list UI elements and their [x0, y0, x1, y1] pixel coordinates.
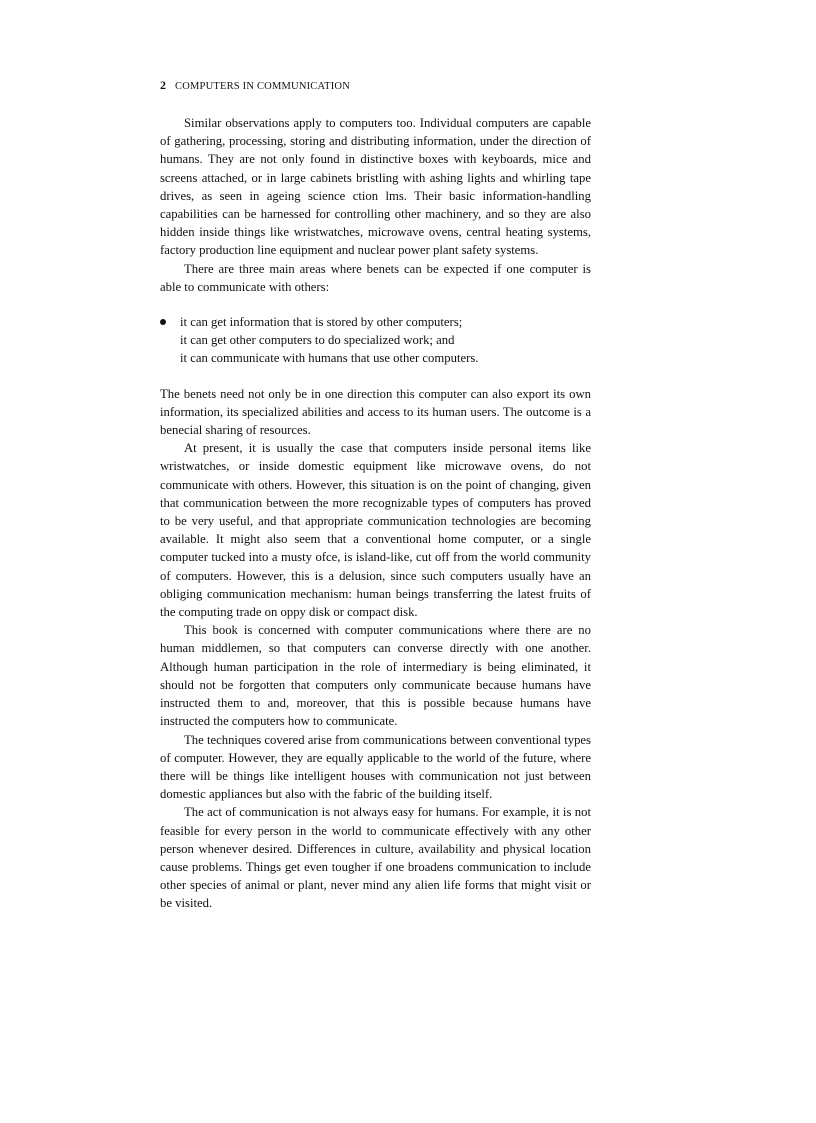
paragraph: The act of communication is not always easy for humans. For example, it is not feasible for every person in the world to communicate effectively with any other person whenever desired. Differences in culture, availability and physical location cause problems. Things get even tougher if one broadens communication to include other species of animal or plant, never mind any alien life forms that might visit or be visited. [160, 805, 591, 911]
list-item [160, 331, 591, 349]
page-number: 2 [160, 78, 167, 92]
list-item [160, 313, 591, 331]
list-item-text: it can get other computers to do specialized work; and [180, 333, 455, 348]
paragraph: This book is concerned with computer communications where there are no human middlemen, so that computers can converse directly with one another. Although human participation in the role of intermediary is being eliminated, it should not be forgotten that computers only communicate because humans have instructed them to and, moreover, that this is possible because humans have instructed the computers how to communicate. [160, 623, 591, 729]
running-title: COMPUTERS IN COMMUNICATION [175, 81, 350, 92]
paragraph: There are three main areas where benets can be expected if one computer is able to communicate with others: [160, 261, 591, 294]
page [160, 77, 591, 913]
list-item-text: it can communicate with humans that use other computers. [180, 351, 479, 366]
list-item-text: it can get information that is stored by other computers; [180, 315, 463, 330]
bullet-list [160, 313, 591, 368]
paragraph: The benets need not only be in one direction this computer can also export its own information, its specialized abilities and access to its human users. The outcome is a benecial sharing of resources. [160, 386, 591, 438]
bullet-icon [160, 319, 166, 325]
paragraph: Similar observations apply to computers too. Individual computers are capable of gathering, processing, storing and distributing information, under the direction of humans. They are not only found in distinctive boxes with keyboards, mice and screens attached, or in large cabinets bristling with ashing lights and whirling tape drives, as seen in ageing science ction lms. Their basic information-handling capabilities can be harnessed for controlling other machinery, and so they are also hidden inside things like wristwatches, microwave ovens, central heating systems, factory production line equipment and nuclear power plant safety systems. [160, 116, 591, 258]
paragraph: The techniques covered arise from communications between conventional types of computer. However, they are equally applicable to the world of the future, where there will be things like intelligent houses with communication not just between domestic appliances but also with the fabric of the building itself. [160, 732, 591, 802]
list-item [160, 349, 591, 367]
body-text [160, 114, 591, 913]
paragraph: At present, it is usually the case that computers inside personal items like wristwatches, or inside domestic equipment like microwave ovens, do not communicate with others. However, this situation is on the point of changing, given that communication between the more recognizable types of computers has proved to be very useful, and that appropriate communication technologies are becoming available. It might also seem that a conventional home computer, or a single computer tucked into a musty ofce, is island-like, cut off from the world community of computers. However, this is a delusion, since such computers usually have an obliging communication mechanism: human beings transferring the latest fruits of the computing trade on oppy disk or compact disk. [160, 441, 591, 620]
running-head [160, 77, 591, 93]
